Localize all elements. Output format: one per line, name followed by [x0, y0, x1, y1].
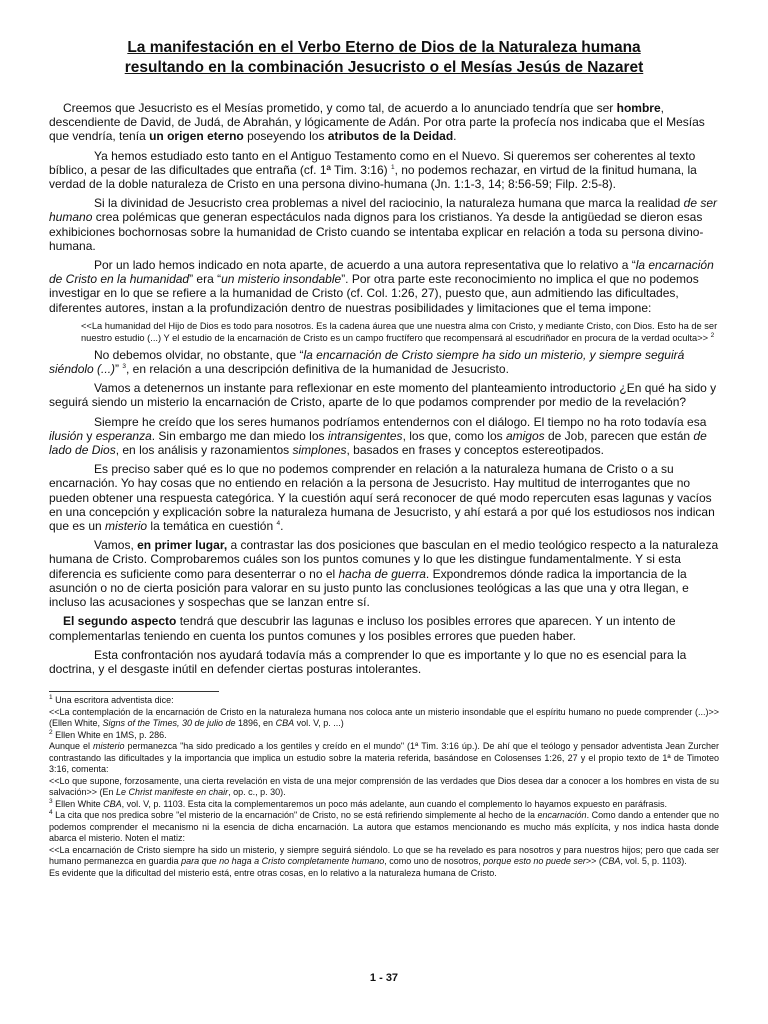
footnote-2-quote: <<Lo que supone, forzosamente, una cierta revelación en vista de una mejor comprensión de las verdades que Dios desea dar a conocer a los hombres en vista de su salvación>> (En Le Christ manifeste en chair, op. c., p. 30). [49, 775, 719, 798]
body-text [49, 101, 719, 676]
footnote-1: $^1$ Una escritora adventista dice: [49, 694, 174, 706]
title-line-2: resultando en la combinación Jesucristo o el Mesías Jesús de Nazaret [124, 59, 644, 76]
footnote-ref-3[interactable]: 3 [122, 363, 126, 371]
document-page [49, 38, 719, 879]
footnote-ref-1[interactable]: 1 [390, 163, 395, 171]
paragraph-6: Vamos a detenernos un instante para reflexionar en este momento del planteamiento introductorio ¿En qué ha sido y seguirá siendo un misterio la encarnación de Cristo, aparte de lo que podamos comprender por medio de la revelación? [49, 381, 717, 410]
footnote-2-body: Aunque el misterio permanezca "ha sido predicado a los gentiles y creído en el mundo" (1ª Tim. 3:16 úp.). De ahí que el teólogo y pensador adventista Jean Zurcher contrastando las dificultades y la importancia que implica un estudio sobre la materia referida, basándose en Colosenses 1:26, 27 y el propio texto de 1ª de Timoteo 3:16, comenta: [49, 741, 719, 775]
footnote-1-quote: <<La contemplación de la encarnación de Cristo en la naturaleza humana nos coloca ante un misterio insondable que el espíritu humano no puede comprender (...)>> (Ellen White, Signs of the Times, 30 de julio de 1896, en CBA vol. V, p. ...) [49, 706, 719, 729]
paragraph-7: Siempre he creído que los seres humanos podríamos entendernos con el diálogo. El tiempo no ha roto todavía esa ilusión y esperanza. Sin embargo me dan miedo los intransigentes, los que, como los amigos de Job, parecen que están de lado de Dios, en los análisis y razonamientos simplones, basados en frases y conceptos estereotipados. [49, 414, 707, 458]
footnote-4-closing: Es evidente que la dificultad del misterio está, entre otras cosas, en lo relativo a la naturaleza humana de Cristo. [49, 867, 497, 878]
paragraph-10: El segundo aspecto tendrá que descubrir las lagunas e incluso los posibles errores que aparecen. Y un intento de complementarlas teniendo en cuenta los puntos comunes y los posibles errores que pueden haber. [49, 614, 676, 643]
footnote-4: $^4$ La cita que nos predica sobre "el misterio de la encarnación" de Cristo, no se está refiriendo simplemente al hecho de la encarnación. Como dando a entender que no podemos comprender el mecanismo ni la esencia de dicha encarnación. La autora que estamos mencionando es mucho más explícita, y nos indica hasta donde abarca el misterio. Noten el matiz: [49, 809, 719, 844]
paragraph-8: Es preciso saber qué es lo que no podemos comprender en relación a la naturaleza humana de Cristo o a su encarnación. Yo hay cosas que no entiendo en relación a la persona de Jesucristo. Hay multitud de interrogantes que no pueden obtener una respuesta categórica. Y la cuestión aquí será reconocer de qué modo repercuten esas lagunas y vacíos en una concepción y explicación sobre la naturaleza humana de Jesucristo, y ahí estará a por qué los estudiosos nos indican que es un misterio la temática en cuestión $^4$. [49, 462, 715, 534]
title-line-1: La manifestación en el Verbo Eterno de Dios de la Naturaleza humana [127, 39, 641, 56]
paragraph-5: No debemos olvidar, no obstante, que “la encarnación de Cristo siempre ha sido un misterio, y siempre seguirá siéndolo (...)” $^3$, en relación a una descripción definitiva de la humanidad de Jesucristo. [49, 347, 685, 377]
footnote-ref-2[interactable]: 2 [710, 331, 715, 339]
footnote-3: $^3$ Ellen White CBA, vol. V, p. 1103. Esta cita la complementaremos un poco más adelante, aun cuando el complemento lo hayamos expuesto en paráfrasis. [49, 797, 667, 809]
paragraph-4: Por un lado hemos indicado en nota aparte, de acuerdo a una autora representativa que lo relativo a “la encarnación de Cristo en la humanidad” era “un misterio insondable”. Por otra parte este reconocimiento no implica el que no podemos investigar en lo que se refiere a la humanidad de Cristo (cf. Col. 1:26, 27), puesto que, aun admitiendo las dificultades, diferentes autores, instan a la profundización dentro de nuestras posibilidades y limitaciones que el tema impone: [49, 258, 714, 315]
paragraph-1: Creemos que Jesucristo es el Mesías prometido, y como tal, de acuerdo a lo anunciado tendría que ser hombre, descendiente de David, de Judá, de Abrahán, y lógicamente de Adán. Por otra parte la profecía nos indicaba que el Mesías que vendría, tenía un origen eterno poseyendo los atributos de la Deidad. [49, 101, 705, 144]
quote-block: <<La humanidad del Hijo de Dios es todo para nosotros. Es la cadena áurea que une nuestra alma con Cristo, y mediante Cristo, con Dios. Esto ha de ser nuestro estudio (...) Y el estudio de la encarnación de Cristo es un campo fructífero que recompensará al escudriñador en procura de la verdad oculta>> $^2$ [81, 320, 718, 343]
paragraph-3: Si la divinidad de Jesucristo crea problemas a nivel del raciocinio, la naturaleza humana que marca la realidad de ser humano crea polémicas que generan espectáculos nada dignos para los cristianos. Ya desde la antigüedad se dieron esas exhibiciones bochornosas sobre la humanidad de Cristo cuando se intentaba explicar en relación a toda su persona divino-humana. [49, 196, 718, 253]
page-title [49, 38, 719, 78]
paragraph-9: Vamos, en primer lugar, a contrastar las dos posiciones que basculan en el medio teológico respecto a la naturaleza humana de Cristo. Comprobaremos cuáles son los puntos comunes y lo que les distingue fundamentalmente. Y si esta diferencia es suficiente como para desenterrar o no el hacha de guerra. Expondremos dónde radica la importancia de la asunción o no de cierta posición para valorar en su justo punto las conclusiones teológicas a las que una y otra llegan, e incluso las acusaciones y sospechas que se lanzan entre sí. [49, 538, 719, 610]
footnote-ref-4[interactable]: 4 [276, 520, 281, 528]
footnote-2: $^2$ Ellen White en 1MS, p. 286. [49, 728, 167, 740]
footnotes [49, 695, 719, 879]
paragraph-2: Ya hemos estudiado esto tanto en el Antiguo Testamento como en el Nuevo. Si queremos ser coherentes al texto bíblico, a pesar de las dificultades que entraña (cf. 1ª Tim. 3:16) $^1$, no podemos rechazar, en virtud de la finitud humana, la verdad de la doble naturaleza de Cristo en una persona divino-humana (Jn. 1:1-3, 14; 8:56-59; Filp. 2:5-8). [49, 148, 697, 192]
footnote-4-quote: <<La encarnación de Cristo siempre ha sido un misterio, y siempre seguirá siéndolo. Lo que se ha revelado es para nosotros y para nuestros hijos; pero que cada ser humano permanezca en guardia para que no haga a Cristo completamente humano, como uno de nosotros, porque esto no puede ser>> (CBA, vol. 5, p. 1103). [49, 844, 719, 867]
footnote-separator [49, 691, 219, 692]
paragraph-11: Esta confrontación nos ayudará todavía más a comprender lo que es importante y lo que no es esencial para la doctrina, y el desgaste inútil en defender ciertas posturas intolerantes. [49, 647, 687, 676]
page-number: 1 - 37 [369, 972, 399, 984]
